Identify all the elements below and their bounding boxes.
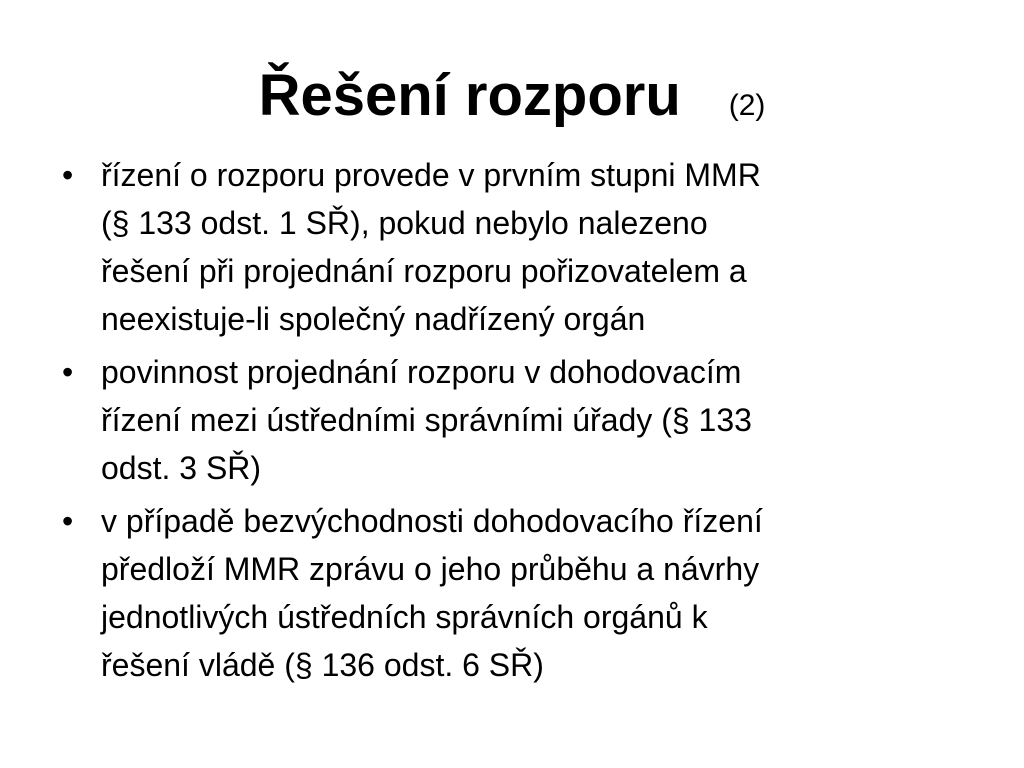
bullet-icon: • (62, 503, 74, 539)
bullet-line: předloží MMR zprávu o jeho průběhu a návrhy (101, 551, 760, 587)
bullet-line: (§ 133 odst. 1 SŘ), pokud nebylo nalezeno (101, 205, 708, 241)
bullet-line: v případě bezvýchodnosti dohodovacího řízení (101, 503, 763, 539)
slide-title (0, 56, 1024, 146)
title-part-number: (2) (728, 89, 766, 122)
bullet-item-1 (56, 151, 956, 343)
bullet-line: řešení vládě (§ 136 odst. 6 SŘ) (101, 647, 544, 683)
bullet-item-3 (56, 497, 956, 689)
title-text: Řešení rozporu (258, 63, 681, 128)
bullet-line: odst. 3 SŘ) (101, 450, 262, 486)
bullet-line: neexistuje-li společný nadřízený orgán (101, 301, 646, 337)
bullet-icon: • (62, 157, 74, 193)
bullet-line: řešení při projednání rozporu pořizovatelem a (101, 253, 747, 289)
bullet-line: řízení mezi ústředními správními úřady (§ 133 (101, 402, 752, 438)
bullet-list (56, 151, 956, 694)
bullet-line: řízení o rozporu provede v prvním stupni MMR (101, 157, 761, 193)
bullet-item-2 (56, 348, 956, 492)
bullet-icon: • (62, 354, 74, 390)
bullet-line: povinnost projednání rozporu v dohodovacím (101, 354, 742, 390)
bullet-line: jednotlivých ústředních správních orgánů k (101, 599, 708, 635)
